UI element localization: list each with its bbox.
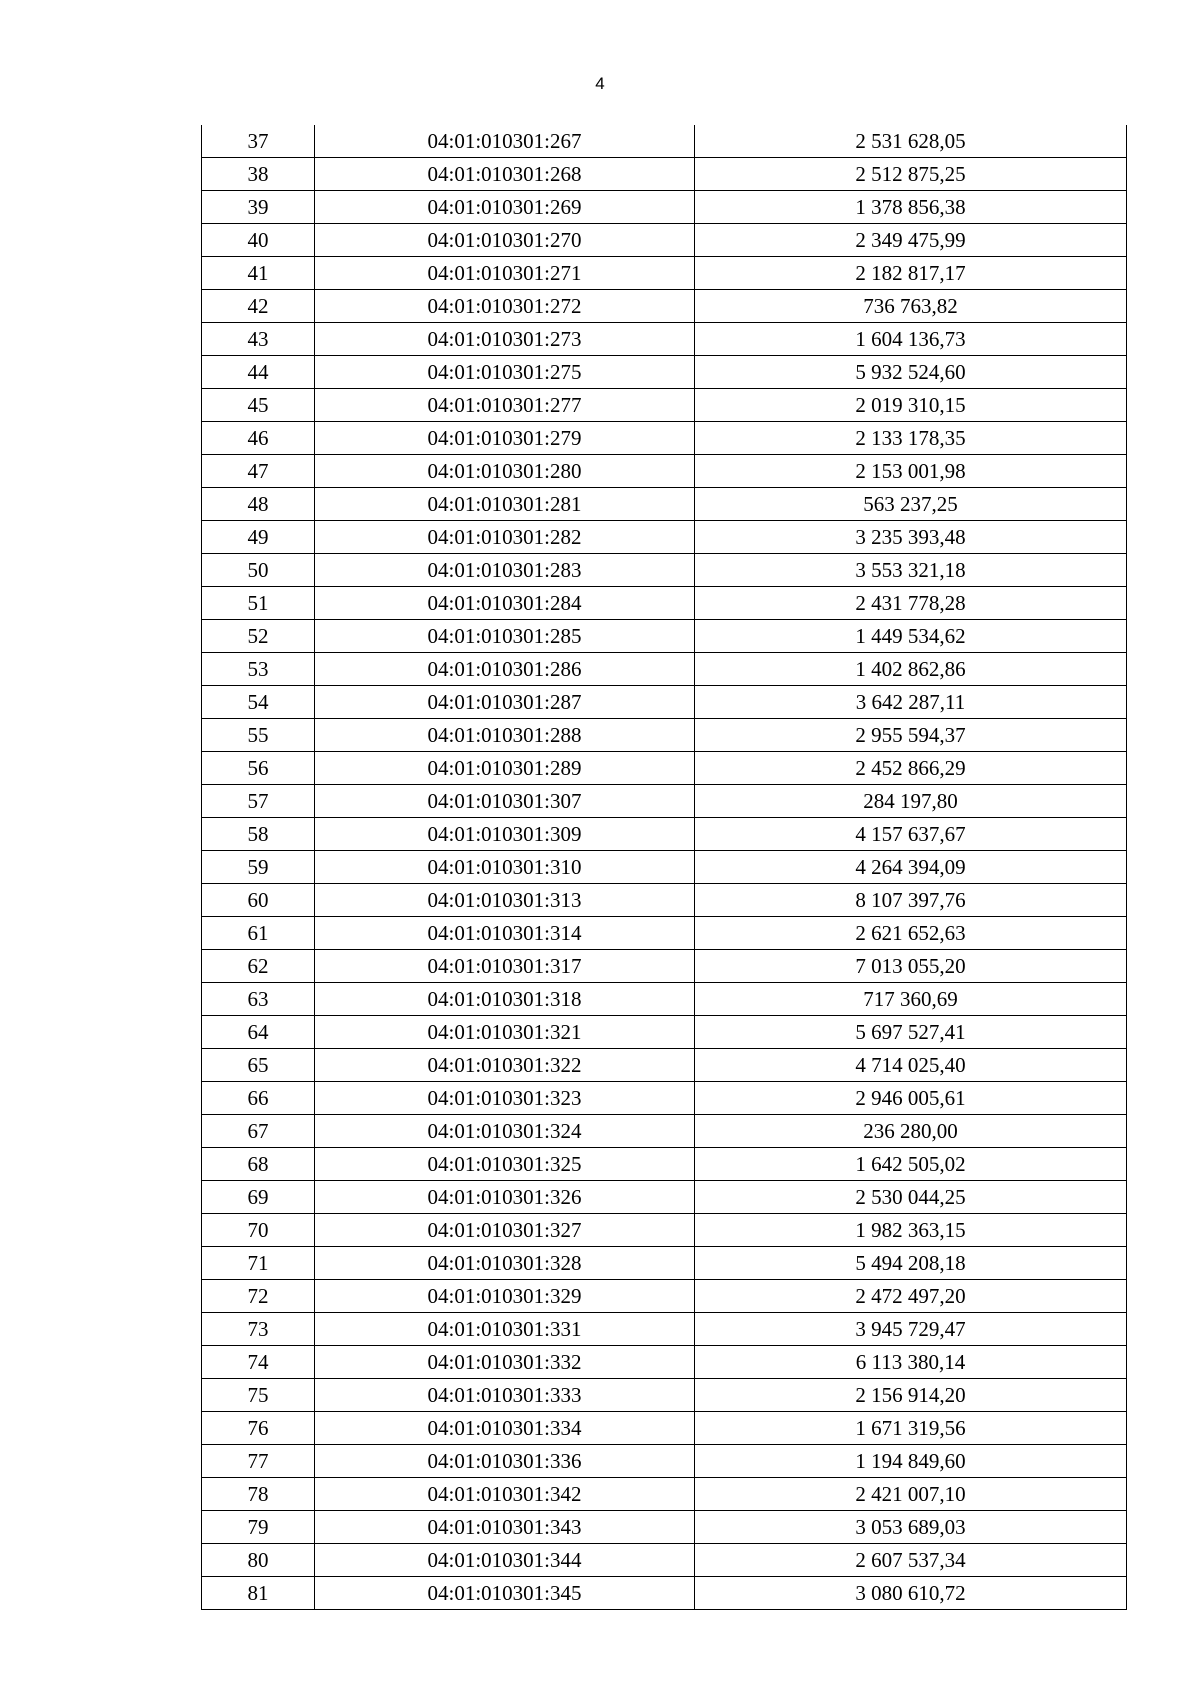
row-number-cell: 57 (202, 785, 315, 818)
cadastral-number-cell: 04:01:010301:344 (315, 1544, 695, 1577)
cadastral-number-cell: 04:01:010301:282 (315, 521, 695, 554)
value-cell: 6 113 380,14 (695, 1346, 1127, 1379)
row-number-cell: 63 (202, 983, 315, 1016)
value-cell: 2 512 875,25 (695, 158, 1127, 191)
table-row (202, 224, 1127, 257)
cadastral-number-cell: 04:01:010301:318 (315, 983, 695, 1016)
row-number-cell: 72 (202, 1280, 315, 1313)
table-row (202, 620, 1127, 653)
table-row (202, 983, 1127, 1016)
table-body (202, 125, 1127, 1610)
row-number-cell: 80 (202, 1544, 315, 1577)
row-number-cell: 51 (202, 587, 315, 620)
cadastral-number-cell: 04:01:010301:279 (315, 422, 695, 455)
table-row (202, 587, 1127, 620)
value-cell: 2 019 310,15 (695, 389, 1127, 422)
row-number-cell: 67 (202, 1115, 315, 1148)
row-number-cell: 70 (202, 1214, 315, 1247)
value-cell: 717 360,69 (695, 983, 1127, 1016)
value-cell: 3 235 393,48 (695, 521, 1127, 554)
value-cell: 5 697 527,41 (695, 1016, 1127, 1049)
cadastral-number-cell: 04:01:010301:287 (315, 686, 695, 719)
value-cell: 3 080 610,72 (695, 1577, 1127, 1610)
row-number-cell: 48 (202, 488, 315, 521)
cadastral-number-cell: 04:01:010301:329 (315, 1280, 695, 1313)
table-row (202, 323, 1127, 356)
value-cell: 236 280,00 (695, 1115, 1127, 1148)
cadastral-number-cell: 04:01:010301:309 (315, 818, 695, 851)
cadastral-number-cell: 04:01:010301:273 (315, 323, 695, 356)
cadastral-number-cell: 04:01:010301:336 (315, 1445, 695, 1478)
table-row (202, 1478, 1127, 1511)
cadastral-number-cell: 04:01:010301:333 (315, 1379, 695, 1412)
cadastral-number-cell: 04:01:010301:331 (315, 1313, 695, 1346)
cadastral-number-cell: 04:01:010301:281 (315, 488, 695, 521)
cadastral-number-cell: 04:01:010301:314 (315, 917, 695, 950)
table-row (202, 356, 1127, 389)
table-row (202, 818, 1127, 851)
cadastral-number-cell: 04:01:010301:275 (315, 356, 695, 389)
cadastral-value-table (201, 125, 1127, 1610)
table-row (202, 1115, 1127, 1148)
table-row (202, 1280, 1127, 1313)
row-number-cell: 58 (202, 818, 315, 851)
table-row (202, 1346, 1127, 1379)
row-number-cell: 46 (202, 422, 315, 455)
value-cell: 1 642 505,02 (695, 1148, 1127, 1181)
value-cell: 1 449 534,62 (695, 620, 1127, 653)
row-number-cell: 53 (202, 653, 315, 686)
value-cell: 2 133 178,35 (695, 422, 1127, 455)
row-number-cell: 38 (202, 158, 315, 191)
row-number-cell: 60 (202, 884, 315, 917)
row-number-cell: 54 (202, 686, 315, 719)
row-number-cell: 77 (202, 1445, 315, 1478)
value-cell: 3 642 287,11 (695, 686, 1127, 719)
table-row (202, 1412, 1127, 1445)
value-cell: 8 107 397,76 (695, 884, 1127, 917)
cadastral-number-cell: 04:01:010301:307 (315, 785, 695, 818)
table-row (202, 521, 1127, 554)
cadastral-number-cell: 04:01:010301:327 (315, 1214, 695, 1247)
value-cell: 3 053 689,03 (695, 1511, 1127, 1544)
row-number-cell: 79 (202, 1511, 315, 1544)
row-number-cell: 44 (202, 356, 315, 389)
table-row (202, 1181, 1127, 1214)
table-row (202, 1544, 1127, 1577)
value-cell: 2 182 817,17 (695, 257, 1127, 290)
value-cell: 2 530 044,25 (695, 1181, 1127, 1214)
row-number-cell: 37 (202, 125, 315, 158)
value-cell: 4 714 025,40 (695, 1049, 1127, 1082)
table-row (202, 1511, 1127, 1544)
value-cell: 736 763,82 (695, 290, 1127, 323)
cadastral-number-cell: 04:01:010301:284 (315, 587, 695, 620)
table-row (202, 158, 1127, 191)
cadastral-number-cell: 04:01:010301:317 (315, 950, 695, 983)
cadastral-number-cell: 04:01:010301:280 (315, 455, 695, 488)
cadastral-number-cell: 04:01:010301:324 (315, 1115, 695, 1148)
row-number-cell: 50 (202, 554, 315, 587)
cadastral-number-cell: 04:01:010301:268 (315, 158, 695, 191)
row-number-cell: 42 (202, 290, 315, 323)
row-number-cell: 43 (202, 323, 315, 356)
table-row (202, 1016, 1127, 1049)
value-cell: 284 197,80 (695, 785, 1127, 818)
value-cell: 4 157 637,67 (695, 818, 1127, 851)
value-cell: 2 955 594,37 (695, 719, 1127, 752)
table-row (202, 752, 1127, 785)
cadastral-number-cell: 04:01:010301:267 (315, 125, 695, 158)
cadastral-number-cell: 04:01:010301:288 (315, 719, 695, 752)
value-cell: 1 604 136,73 (695, 323, 1127, 356)
cadastral-number-cell: 04:01:010301:322 (315, 1049, 695, 1082)
table-row (202, 290, 1127, 323)
value-cell: 2 349 475,99 (695, 224, 1127, 257)
value-cell: 5 494 208,18 (695, 1247, 1127, 1280)
row-number-cell: 68 (202, 1148, 315, 1181)
row-number-cell: 56 (202, 752, 315, 785)
cadastral-number-cell: 04:01:010301:325 (315, 1148, 695, 1181)
cadastral-number-cell: 04:01:010301:313 (315, 884, 695, 917)
table-row (202, 1577, 1127, 1610)
row-number-cell: 64 (202, 1016, 315, 1049)
value-cell: 2 472 497,20 (695, 1280, 1127, 1313)
value-cell: 2 156 914,20 (695, 1379, 1127, 1412)
value-cell: 2 621 652,63 (695, 917, 1127, 950)
table-row (202, 653, 1127, 686)
value-cell: 2 421 007,10 (695, 1478, 1127, 1511)
table-row (202, 1049, 1127, 1082)
cadastral-number-cell: 04:01:010301:345 (315, 1577, 695, 1610)
table-row (202, 1148, 1127, 1181)
value-cell: 1 671 319,56 (695, 1412, 1127, 1445)
value-cell: 2 946 005,61 (695, 1082, 1127, 1115)
table-row (202, 851, 1127, 884)
table-row (202, 719, 1127, 752)
table-row (202, 1214, 1127, 1247)
table-row (202, 917, 1127, 950)
row-number-cell: 81 (202, 1577, 315, 1610)
value-cell: 2 531 628,05 (695, 125, 1127, 158)
cadastral-number-cell: 04:01:010301:323 (315, 1082, 695, 1115)
cadastral-number-cell: 04:01:010301:272 (315, 290, 695, 323)
value-cell: 563 237,25 (695, 488, 1127, 521)
table-row (202, 1313, 1127, 1346)
value-cell: 3 553 321,18 (695, 554, 1127, 587)
cadastral-number-cell: 04:01:010301:269 (315, 191, 695, 224)
value-cell: 1 982 363,15 (695, 1214, 1127, 1247)
cadastral-number-cell: 04:01:010301:326 (315, 1181, 695, 1214)
value-cell: 2 431 778,28 (695, 587, 1127, 620)
row-number-cell: 55 (202, 719, 315, 752)
table-row (202, 1247, 1127, 1280)
row-number-cell: 65 (202, 1049, 315, 1082)
value-cell: 5 932 524,60 (695, 356, 1127, 389)
cadastral-number-cell: 04:01:010301:334 (315, 1412, 695, 1445)
row-number-cell: 62 (202, 950, 315, 983)
table-row (202, 950, 1127, 983)
value-cell: 1 378 856,38 (695, 191, 1127, 224)
value-cell: 2 153 001,98 (695, 455, 1127, 488)
row-number-cell: 47 (202, 455, 315, 488)
row-number-cell: 76 (202, 1412, 315, 1445)
table-row (202, 686, 1127, 719)
cadastral-number-cell: 04:01:010301:283 (315, 554, 695, 587)
table-row (202, 785, 1127, 818)
row-number-cell: 40 (202, 224, 315, 257)
cadastral-number-cell: 04:01:010301:342 (315, 1478, 695, 1511)
value-cell: 1 402 862,86 (695, 653, 1127, 686)
cadastral-number-cell: 04:01:010301:310 (315, 851, 695, 884)
cadastral-number-cell: 04:01:010301:328 (315, 1247, 695, 1280)
cadastral-number-cell: 04:01:010301:332 (315, 1346, 695, 1379)
table-row (202, 191, 1127, 224)
table-row (202, 125, 1127, 158)
cadastral-number-cell: 04:01:010301:270 (315, 224, 695, 257)
row-number-cell: 78 (202, 1478, 315, 1511)
value-cell: 7 013 055,20 (695, 950, 1127, 983)
table-row (202, 422, 1127, 455)
table-row (202, 455, 1127, 488)
page-number: 4 (595, 74, 605, 93)
table-row (202, 884, 1127, 917)
row-number-cell: 71 (202, 1247, 315, 1280)
row-number-cell: 61 (202, 917, 315, 950)
cadastral-number-cell: 04:01:010301:285 (315, 620, 695, 653)
row-number-cell: 49 (202, 521, 315, 554)
value-cell: 4 264 394,09 (695, 851, 1127, 884)
row-number-cell: 39 (202, 191, 315, 224)
table-row (202, 554, 1127, 587)
table-row (202, 488, 1127, 521)
row-number-cell: 66 (202, 1082, 315, 1115)
table-row (202, 1082, 1127, 1115)
cadastral-number-cell: 04:01:010301:277 (315, 389, 695, 422)
row-number-cell: 41 (202, 257, 315, 290)
cadastral-number-cell: 04:01:010301:321 (315, 1016, 695, 1049)
row-number-cell: 69 (202, 1181, 315, 1214)
table-row (202, 1445, 1127, 1478)
value-cell: 2 607 537,34 (695, 1544, 1127, 1577)
table-row (202, 257, 1127, 290)
row-number-cell: 45 (202, 389, 315, 422)
value-cell: 3 945 729,47 (695, 1313, 1127, 1346)
row-number-cell: 73 (202, 1313, 315, 1346)
cadastral-number-cell: 04:01:010301:286 (315, 653, 695, 686)
row-number-cell: 52 (202, 620, 315, 653)
row-number-cell: 74 (202, 1346, 315, 1379)
value-cell: 1 194 849,60 (695, 1445, 1127, 1478)
table-row (202, 389, 1127, 422)
row-number-cell: 75 (202, 1379, 315, 1412)
value-cell: 2 452 866,29 (695, 752, 1127, 785)
table-row (202, 1379, 1127, 1412)
cadastral-number-cell: 04:01:010301:271 (315, 257, 695, 290)
row-number-cell: 59 (202, 851, 315, 884)
cadastral-number-cell: 04:01:010301:343 (315, 1511, 695, 1544)
cadastral-number-cell: 04:01:010301:289 (315, 752, 695, 785)
